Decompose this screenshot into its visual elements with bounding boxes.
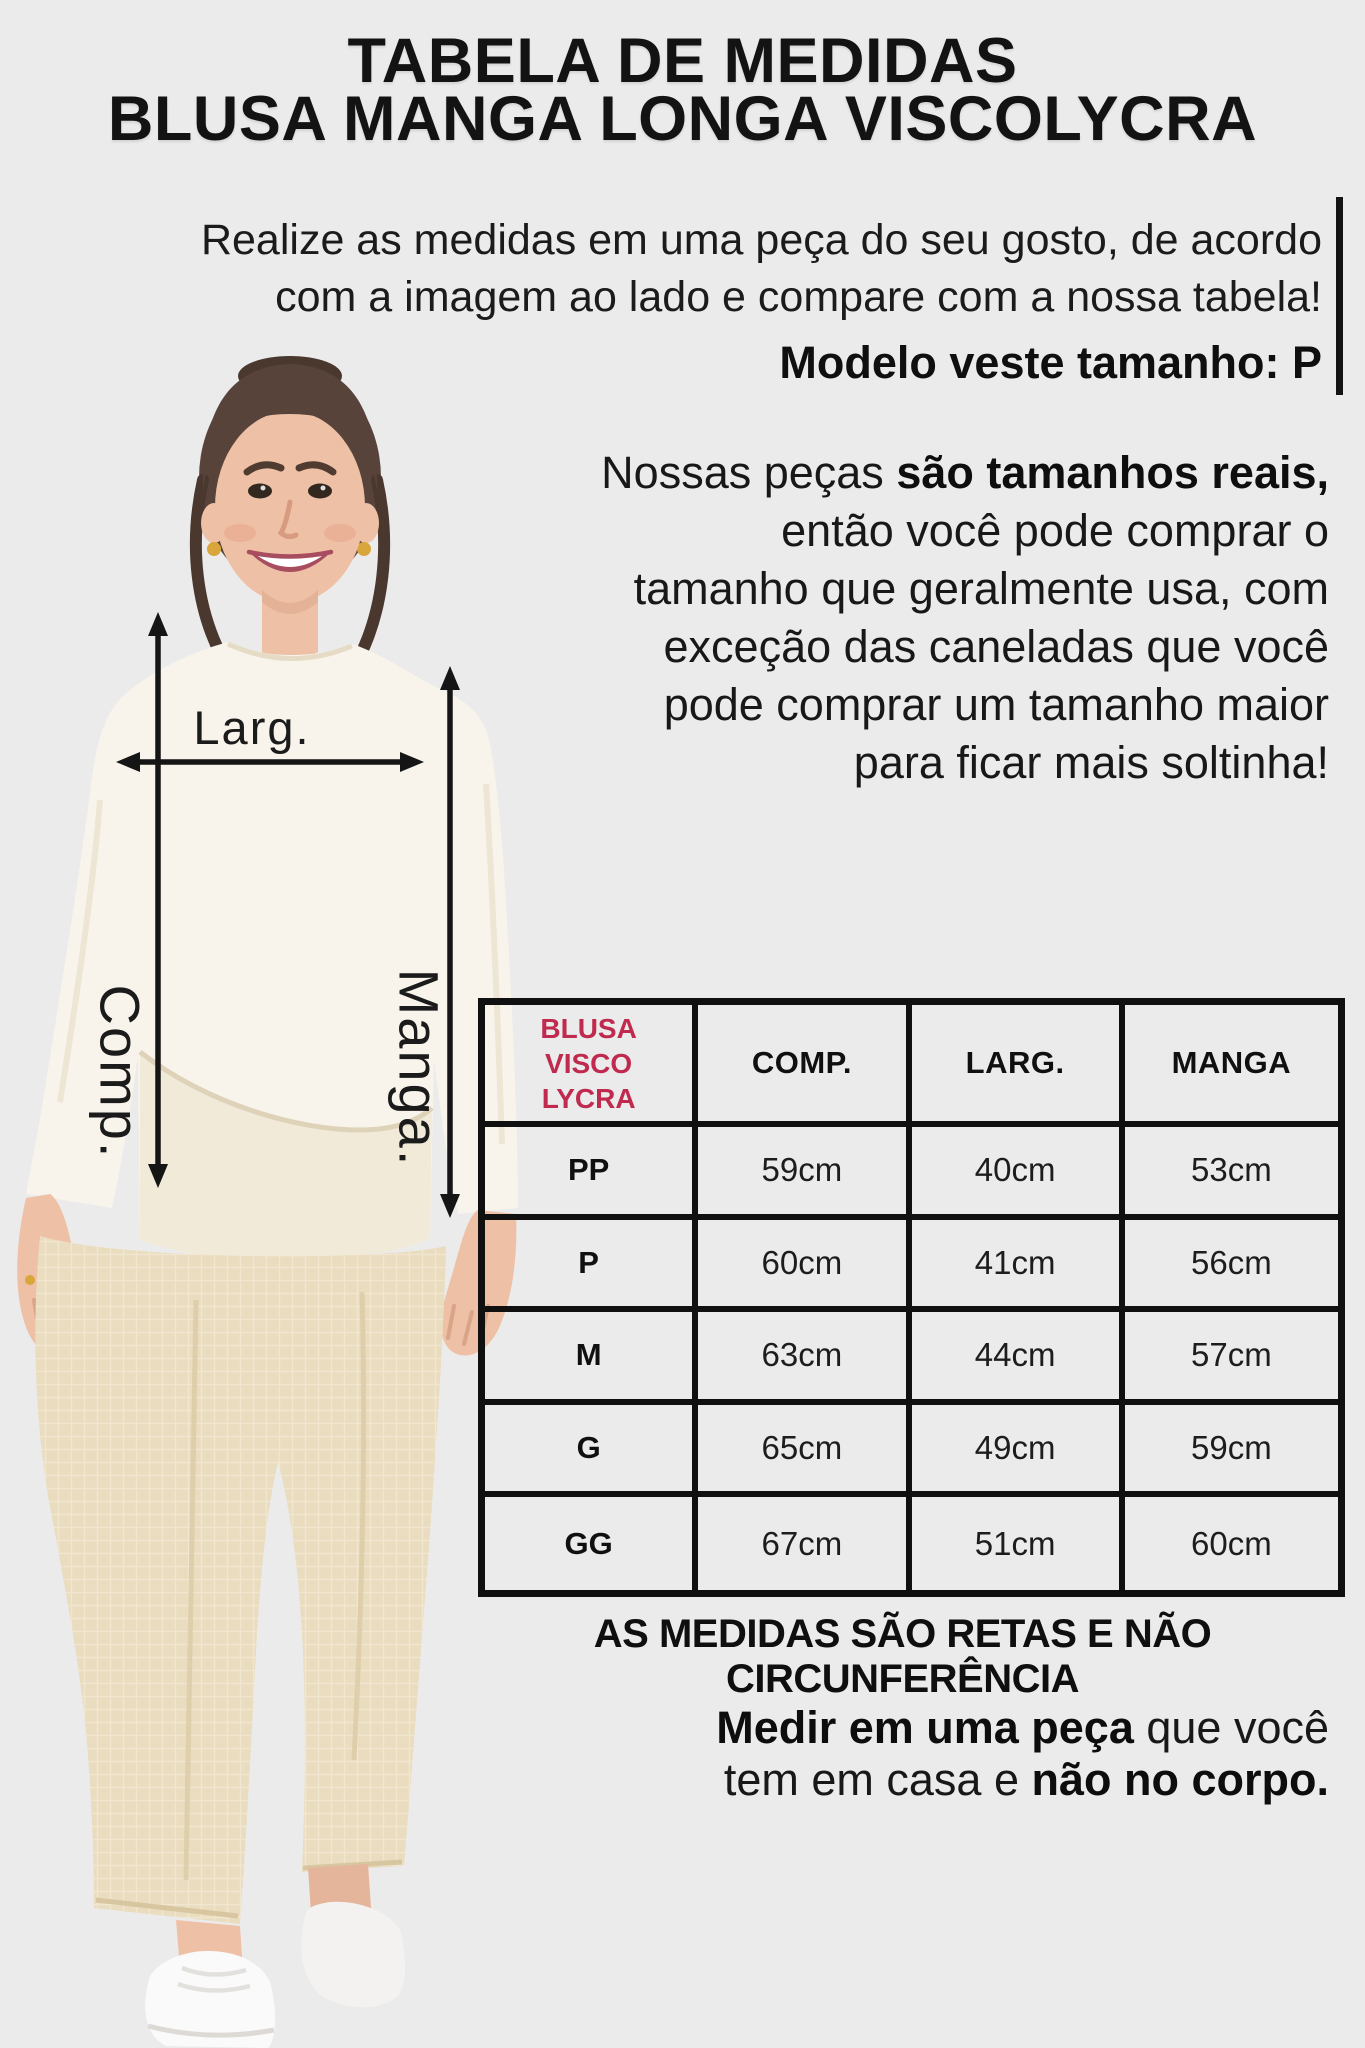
sizing-note-line2: então você pode comprar o bbox=[781, 505, 1329, 556]
intro-line1: Realize as medidas em uma peça do seu gosto, de acordo bbox=[200, 216, 1322, 264]
measure-note-line1: Medir em uma peça que você bbox=[716, 1702, 1329, 1753]
row-gg-comp: 67cm bbox=[698, 1497, 911, 1590]
sizing-note-line4: exceção das caneladas que você bbox=[663, 621, 1329, 672]
page-title-line1: TABELA DE MEDIDAS bbox=[347, 26, 1018, 96]
page-title-line2: BLUSA MANGA LONGA VISCOLYCRA bbox=[107, 84, 1258, 154]
sleeve-measure-label: Manga. bbox=[387, 968, 451, 1168]
row-g-comp: 65cm bbox=[698, 1405, 911, 1498]
row-m-comp: 63cm bbox=[698, 1312, 911, 1405]
sizing-note-line3: tamanho que geralmente usa, com bbox=[633, 563, 1329, 614]
row-pp-larg: 40cm bbox=[912, 1127, 1125, 1220]
sizing-note-line1-normal: Nossas peças bbox=[601, 447, 897, 498]
row-pp-comp: 59cm bbox=[698, 1127, 911, 1220]
table-header-comp: COMP. bbox=[698, 1005, 911, 1127]
measure-note-line2: tem em casa e não no corpo. bbox=[723, 1754, 1329, 1805]
row-gg-size: GG bbox=[485, 1497, 698, 1590]
intro-line2: com a imagem ao lado e compare com a nossa tabela! bbox=[275, 273, 1322, 321]
row-g-size: G bbox=[485, 1405, 698, 1498]
sizing-note-line1-bold: são tamanhos reais, bbox=[896, 447, 1329, 498]
vertical-accent-bar bbox=[1336, 197, 1343, 395]
width-measure-label: Larg. bbox=[193, 701, 311, 754]
row-pp-manga: 53cm bbox=[1125, 1127, 1338, 1220]
measure-at-home-note bbox=[429, 1702, 1329, 1806]
row-p-size: P bbox=[485, 1220, 698, 1313]
earring-left bbox=[207, 542, 221, 556]
table-header-larg: LARG. bbox=[912, 1005, 1125, 1127]
ring bbox=[25, 1275, 35, 1285]
row-p-comp: 60cm bbox=[698, 1220, 911, 1313]
sizing-note-line1 bbox=[429, 444, 1329, 502]
straight-measures-note: AS MEDIDAS SÃO RETAS E NÃO CIRCUNFERÊNCIA bbox=[593, 1612, 1212, 1701]
length-measure-label: Comp. bbox=[88, 984, 152, 1160]
table-header-manga: MANGA bbox=[1125, 1005, 1338, 1127]
row-m-larg: 44cm bbox=[912, 1312, 1125, 1405]
row-gg-manga: 60cm bbox=[1191, 1524, 1272, 1562]
sneaker-back bbox=[301, 1902, 405, 2008]
model-pants bbox=[35, 1236, 446, 1924]
size-table bbox=[478, 998, 1345, 1597]
table-header-product bbox=[485, 1005, 698, 1127]
sizing-note-line5: pode comprar um tamanho maior bbox=[663, 679, 1329, 730]
model-face bbox=[203, 364, 377, 603]
sizing-note-line6: para ficar mais soltinha! bbox=[853, 737, 1329, 788]
row-gg-larg: 51cm bbox=[912, 1497, 1125, 1590]
row-p-larg: 41cm bbox=[912, 1220, 1125, 1313]
row-pp-size: PP bbox=[485, 1127, 698, 1220]
row-g-larg: 49cm bbox=[912, 1405, 1125, 1498]
row-m-size: M bbox=[485, 1312, 698, 1405]
row-m-manga: 57cm bbox=[1125, 1312, 1338, 1405]
sizing-note bbox=[429, 444, 1329, 792]
page-title bbox=[0, 26, 1365, 154]
row-g-manga: 59cm bbox=[1125, 1405, 1338, 1498]
table-header-product-label: BLUSA VISCO LYCRA bbox=[540, 1012, 637, 1114]
model-size-note: Modelo veste tamanho: P bbox=[779, 337, 1322, 388]
row-p-manga: 56cm bbox=[1125, 1220, 1338, 1313]
